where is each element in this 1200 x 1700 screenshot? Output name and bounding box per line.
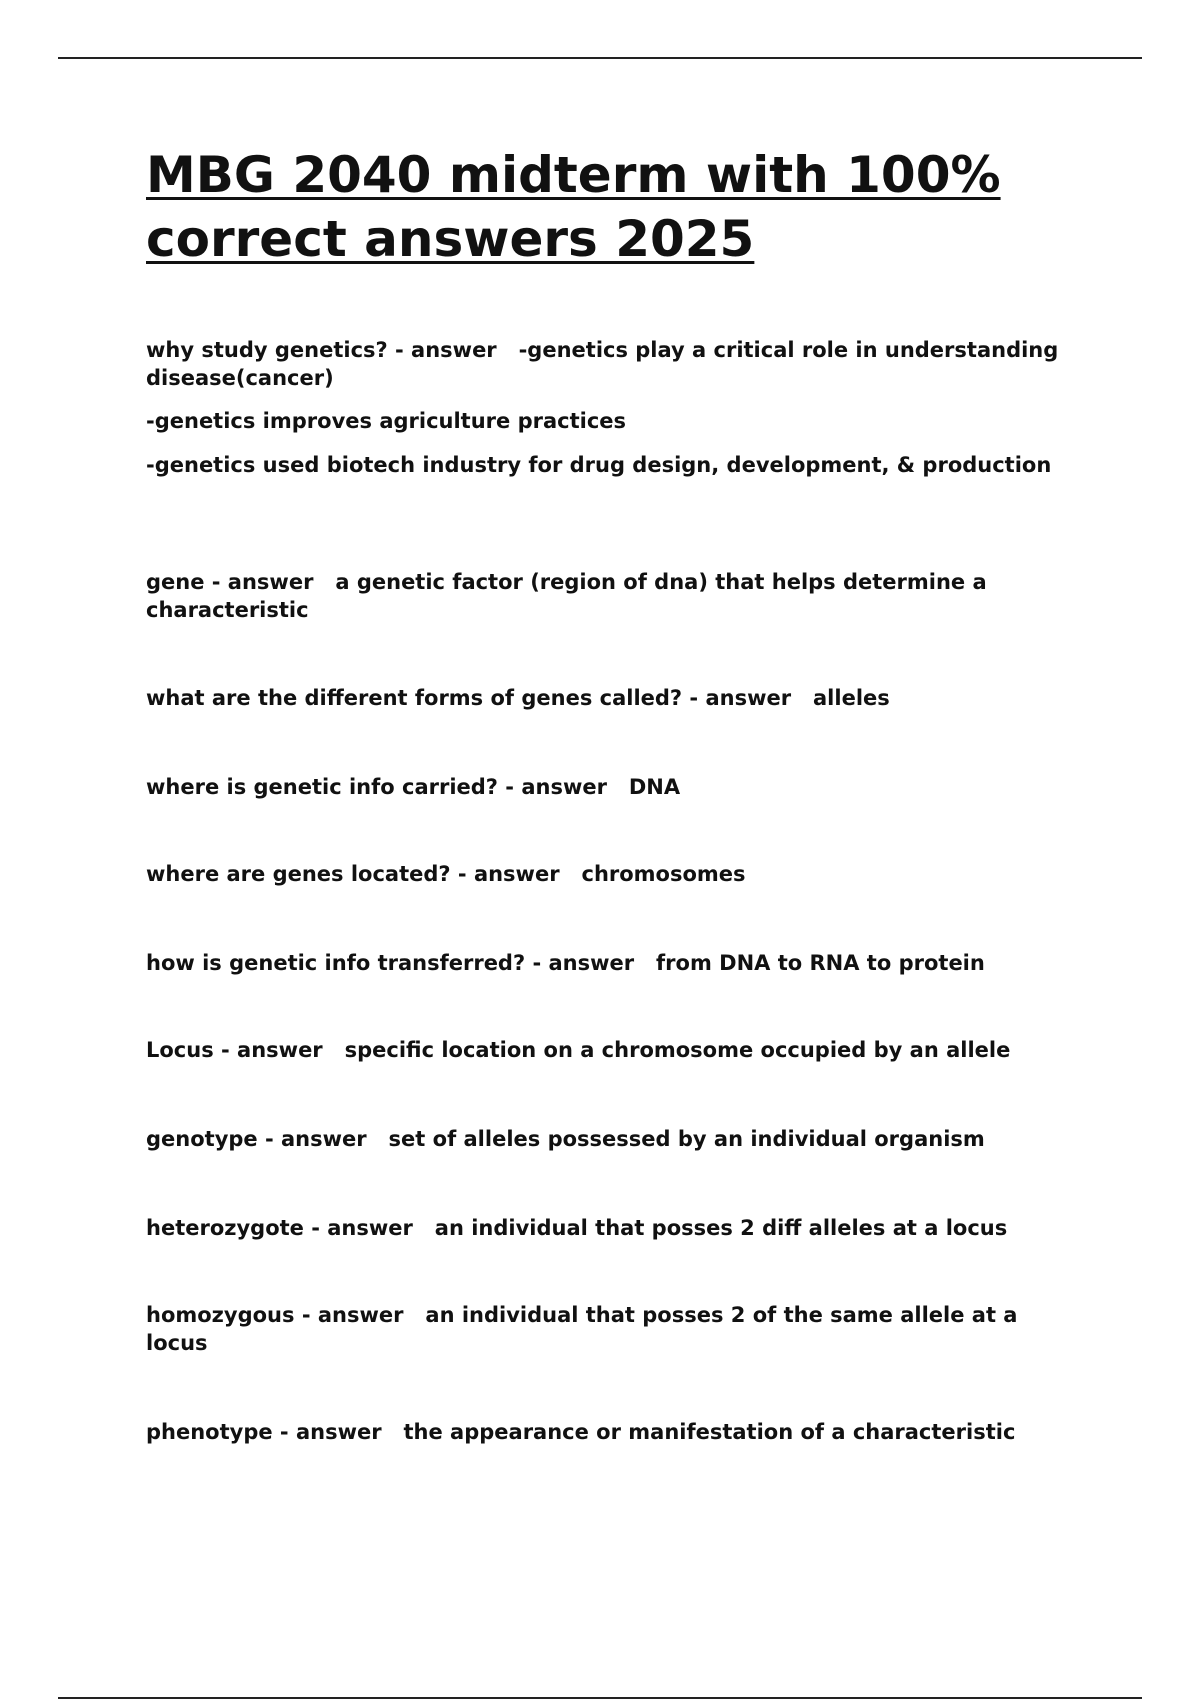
qa-genotype: genotype - answer set of alleles possessed by an individual organism	[146, 1127, 985, 1151]
bottom-divider	[58, 1697, 1142, 1699]
qa-genes-located: where are genes located? - answer chromosomes	[146, 862, 746, 886]
qa-heterozygote: heterozygote - answer an individual that posses 2 diff alleles at a locus	[146, 1216, 1008, 1240]
qa-alleles: what are the different forms of genes called? - answer alleles	[146, 686, 890, 710]
qa-biotech-line: -genetics used biotech industry for drug design, development, & production	[146, 453, 1052, 477]
qa-genetic-info-carried: where is genetic info carried? - answer DNA	[146, 775, 681, 799]
qa-why-study-genetics: why study genetics? - answer -genetics play a critical role in understanding disease(cancer)	[146, 338, 1066, 390]
qa-phenotype: phenotype - answer the appearance or manifestation of a characteristic	[146, 1420, 1016, 1444]
top-divider	[58, 57, 1142, 59]
qa-genetic-info-transferred: how is genetic info transferred? - answer from DNA to RNA to protein	[146, 951, 985, 975]
document-title: MBG 2040 midterm with 100% correct answers 2025	[146, 146, 1001, 268]
qa-gene: gene - answer a genetic factor (region of dna) that helps determine a characteristic	[146, 570, 994, 622]
qa-homozygous: homozygous - answer an individual that posses 2 of the same allele at a locus	[146, 1303, 1025, 1355]
qa-locus: Locus - answer specific location on a chromosome occupied by an allele	[146, 1038, 1011, 1062]
qa-agriculture-line: -genetics improves agriculture practices	[146, 409, 627, 433]
